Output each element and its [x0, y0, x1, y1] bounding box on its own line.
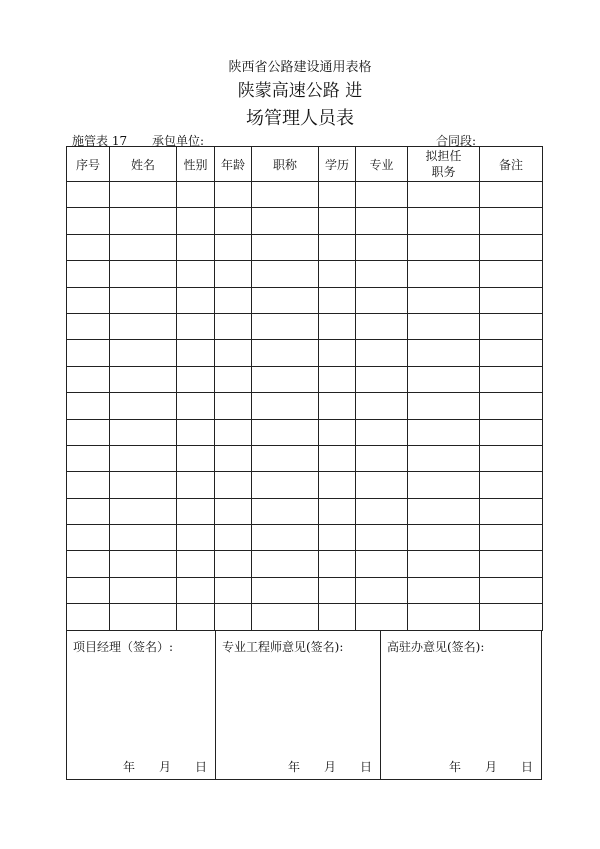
table-cell[interactable] — [356, 261, 408, 287]
signature-label: 专业工程师意见(签名): — [222, 640, 344, 654]
table-cell[interactable] — [177, 577, 215, 603]
table-cell[interactable] — [252, 445, 319, 471]
table-cell[interactable] — [110, 577, 177, 603]
signature-label: 项目经理（签名）: — [73, 640, 174, 654]
table-cell[interactable] — [319, 261, 356, 287]
table-cell[interactable] — [67, 445, 110, 471]
table-cell[interactable] — [480, 287, 543, 313]
table-cell[interactable] — [356, 577, 408, 603]
table-row — [67, 208, 543, 234]
col-header-major: 专业 — [356, 147, 408, 182]
table-cell[interactable] — [408, 577, 480, 603]
col-header-name: 姓名 — [110, 147, 177, 182]
table-cell[interactable] — [252, 208, 319, 234]
table-cell[interactable] — [110, 208, 177, 234]
table-cell[interactable] — [480, 498, 543, 524]
table-cell[interactable] — [110, 366, 177, 392]
table-cell[interactable] — [252, 313, 319, 339]
table-cell[interactable] — [67, 366, 110, 392]
table-row — [67, 419, 543, 445]
table-cell[interactable] — [356, 234, 408, 260]
date-month-label: 月 — [323, 760, 336, 774]
table-cell[interactable] — [319, 208, 356, 234]
table-row — [67, 498, 543, 524]
table-cell[interactable] — [215, 525, 252, 551]
table-cell[interactable] — [110, 604, 177, 630]
table-row — [67, 525, 543, 551]
table-cell[interactable] — [215, 366, 252, 392]
table-cell[interactable] — [480, 472, 543, 498]
table-cell[interactable] — [215, 419, 252, 445]
table-cell[interactable] — [252, 234, 319, 260]
table-cell[interactable] — [215, 577, 252, 603]
table-cell[interactable] — [480, 525, 543, 551]
table-cell[interactable] — [215, 182, 252, 208]
table-cell[interactable] — [408, 498, 480, 524]
table-cell[interactable] — [110, 551, 177, 577]
table-row — [67, 340, 543, 366]
table-cell[interactable] — [356, 182, 408, 208]
table-cell[interactable] — [356, 393, 408, 419]
date-year-label: 年 — [122, 760, 135, 774]
table-cell[interactable] — [215, 498, 252, 524]
signature-resident-office — [380, 630, 541, 779]
table-cell[interactable] — [67, 313, 110, 339]
table-cell[interactable] — [252, 498, 319, 524]
table-cell[interactable] — [252, 419, 319, 445]
table-cell[interactable] — [177, 234, 215, 260]
table-cell[interactable] — [252, 366, 319, 392]
table-header-row — [67, 147, 543, 182]
table-cell[interactable] — [110, 419, 177, 445]
table-cell[interactable] — [252, 472, 319, 498]
table-cell[interactable] — [252, 525, 319, 551]
table-cell[interactable] — [177, 313, 215, 339]
org-title: 陕西省公路建设通用表格 — [228, 60, 372, 75]
table-cell[interactable] — [356, 208, 408, 234]
table-cell[interactable] — [356, 445, 408, 471]
table-row — [67, 287, 543, 313]
table-cell[interactable] — [408, 419, 480, 445]
date-day-label: 日 — [520, 760, 533, 774]
date-day-label: 日 — [359, 760, 372, 774]
table-cell[interactable] — [319, 551, 356, 577]
col-header-education: 学历 — [319, 147, 356, 182]
table-cell[interactable] — [408, 604, 480, 630]
table-cell[interactable] — [356, 498, 408, 524]
table-cell[interactable] — [215, 472, 252, 498]
table-cell[interactable] — [67, 551, 110, 577]
table-cell[interactable] — [110, 234, 177, 260]
table-cell[interactable] — [67, 287, 110, 313]
table-cell[interactable] — [356, 472, 408, 498]
table-cell[interactable] — [480, 261, 543, 287]
table-cell[interactable] — [67, 525, 110, 551]
table-cell[interactable] — [110, 340, 177, 366]
signature-project-manager — [67, 630, 215, 779]
table-cell[interactable] — [480, 604, 543, 630]
table-cell[interactable] — [252, 261, 319, 287]
table-cell[interactable] — [110, 261, 177, 287]
table-cell[interactable] — [67, 577, 110, 603]
table-cell[interactable] — [177, 498, 215, 524]
contract-section-label: 合同段: — [436, 134, 477, 148]
table-cell[interactable] — [480, 445, 543, 471]
table-cell[interactable] — [67, 604, 110, 630]
table-cell[interactable] — [480, 313, 543, 339]
table-row — [67, 234, 543, 260]
table-cell[interactable] — [408, 445, 480, 471]
table-row — [67, 472, 543, 498]
signature-date — [123, 758, 207, 775]
table-cell[interactable] — [110, 472, 177, 498]
table-cell[interactable] — [215, 604, 252, 630]
table-row — [67, 393, 543, 419]
signature-label: 高驻办意见(签名): — [387, 640, 485, 654]
table-cell[interactable] — [252, 287, 319, 313]
table-cell[interactable] — [177, 551, 215, 577]
table-cell[interactable] — [408, 525, 480, 551]
table-cell[interactable] — [110, 287, 177, 313]
table-cell[interactable] — [319, 419, 356, 445]
table-cell[interactable] — [177, 472, 215, 498]
table-cell[interactable] — [110, 182, 177, 208]
table-cell[interactable] — [480, 551, 543, 577]
table-cell[interactable] — [67, 472, 110, 498]
table-cell[interactable] — [319, 366, 356, 392]
date-month-label: 月 — [158, 760, 171, 774]
table-cell[interactable] — [356, 419, 408, 445]
table-cell[interactable] — [215, 234, 252, 260]
table-cell[interactable] — [67, 261, 110, 287]
table-cell[interactable] — [356, 340, 408, 366]
table-cell[interactable] — [252, 551, 319, 577]
table-cell[interactable] — [408, 393, 480, 419]
table-cell[interactable] — [252, 182, 319, 208]
table-cell[interactable] — [408, 366, 480, 392]
table-cell[interactable] — [215, 551, 252, 577]
col-header-remarks: 备注 — [480, 147, 543, 182]
col-header-title: 职称 — [252, 147, 319, 182]
table-cell[interactable] — [356, 551, 408, 577]
date-month-label: 月 — [484, 760, 497, 774]
table-cell[interactable] — [480, 577, 543, 603]
table-cell[interactable] — [319, 472, 356, 498]
table-cell[interactable] — [356, 366, 408, 392]
table-cell[interactable] — [110, 313, 177, 339]
table-cell[interactable] — [177, 182, 215, 208]
table-row — [67, 261, 543, 287]
table-cell[interactable] — [356, 313, 408, 339]
table-cell[interactable] — [215, 287, 252, 313]
col-header-position: 拟担任职务 — [408, 147, 480, 182]
table-cell[interactable] — [215, 340, 252, 366]
table-cell[interactable] — [215, 313, 252, 339]
table-cell[interactable] — [480, 182, 543, 208]
table-cell[interactable] — [177, 445, 215, 471]
table-cell[interactable] — [408, 313, 480, 339]
table-cell[interactable] — [408, 287, 480, 313]
table-cell[interactable] — [252, 604, 319, 630]
table-cell[interactable] — [408, 340, 480, 366]
table-cell[interactable] — [319, 313, 356, 339]
table-cell[interactable] — [319, 445, 356, 471]
table-cell[interactable] — [319, 604, 356, 630]
col-header-gender: 性别 — [177, 147, 215, 182]
table-cell[interactable] — [480, 208, 543, 234]
table-cell[interactable] — [215, 393, 252, 419]
staff-table — [66, 146, 543, 631]
table-cell[interactable] — [408, 261, 480, 287]
signature-section — [66, 630, 542, 780]
col-header-index: 序号 — [67, 147, 110, 182]
table-cell[interactable] — [480, 366, 543, 392]
table-cell[interactable] — [177, 208, 215, 234]
table-cell[interactable] — [67, 182, 110, 208]
table-cell[interactable] — [177, 419, 215, 445]
table-cell[interactable] — [177, 366, 215, 392]
table-cell[interactable] — [110, 525, 177, 551]
table-row — [67, 182, 543, 208]
table-cell[interactable] — [67, 234, 110, 260]
signature-date — [449, 758, 533, 775]
table-cell[interactable] — [177, 287, 215, 313]
date-year-label: 年 — [287, 760, 300, 774]
table-cell[interactable] — [67, 419, 110, 445]
table-cell[interactable] — [319, 577, 356, 603]
table-cell[interactable] — [252, 340, 319, 366]
table-cell[interactable] — [215, 261, 252, 287]
table-cell[interactable] — [177, 393, 215, 419]
table-cell[interactable] — [177, 604, 215, 630]
table-row — [67, 577, 543, 603]
table-cell[interactable] — [110, 393, 177, 419]
contractor-label: 承包单位: — [152, 134, 205, 148]
table-cell[interactable] — [215, 445, 252, 471]
table-cell[interactable] — [408, 472, 480, 498]
table-cell[interactable] — [177, 525, 215, 551]
table-cell[interactable] — [319, 525, 356, 551]
table-cell[interactable] — [356, 604, 408, 630]
date-year-label: 年 — [448, 760, 461, 774]
date-day-label: 日 — [194, 760, 207, 774]
table-row — [67, 366, 543, 392]
table-cell[interactable] — [252, 393, 319, 419]
table-cell[interactable] — [480, 419, 543, 445]
table-cell[interactable] — [319, 234, 356, 260]
table-cell[interactable] — [67, 498, 110, 524]
table-cell[interactable] — [480, 393, 543, 419]
table-cell[interactable] — [110, 445, 177, 471]
table-row — [67, 551, 543, 577]
signature-date — [288, 758, 372, 775]
table-cell[interactable] — [319, 340, 356, 366]
signature-engineer — [215, 630, 380, 779]
table-cell[interactable] — [319, 498, 356, 524]
table-cell[interactable] — [67, 340, 110, 366]
form-title: 场管理人员表 — [246, 108, 354, 129]
table-row — [67, 445, 543, 471]
table-cell[interactable] — [480, 340, 543, 366]
form-number: 施管表 17 — [72, 134, 128, 148]
table-cell[interactable] — [356, 287, 408, 313]
table-cell[interactable] — [408, 182, 480, 208]
table-cell[interactable] — [356, 525, 408, 551]
table-cell[interactable] — [408, 551, 480, 577]
table-cell[interactable] — [319, 182, 356, 208]
table-cell[interactable] — [177, 261, 215, 287]
table-row — [67, 313, 543, 339]
table-cell[interactable] — [177, 340, 215, 366]
table-cell[interactable] — [67, 208, 110, 234]
table-cell[interactable] — [480, 234, 543, 260]
table-cell[interactable] — [408, 234, 480, 260]
col-header-age: 年龄 — [215, 147, 252, 182]
table-cell[interactable] — [319, 393, 356, 419]
project-line: 陕蒙高速公路 进 — [237, 81, 363, 101]
table-cell[interactable] — [67, 393, 110, 419]
table-row — [67, 604, 543, 630]
table-cell[interactable] — [408, 208, 480, 234]
table-cell[interactable] — [110, 498, 177, 524]
table-cell[interactable] — [252, 577, 319, 603]
table-cell[interactable] — [319, 287, 356, 313]
table-cell[interactable] — [215, 208, 252, 234]
